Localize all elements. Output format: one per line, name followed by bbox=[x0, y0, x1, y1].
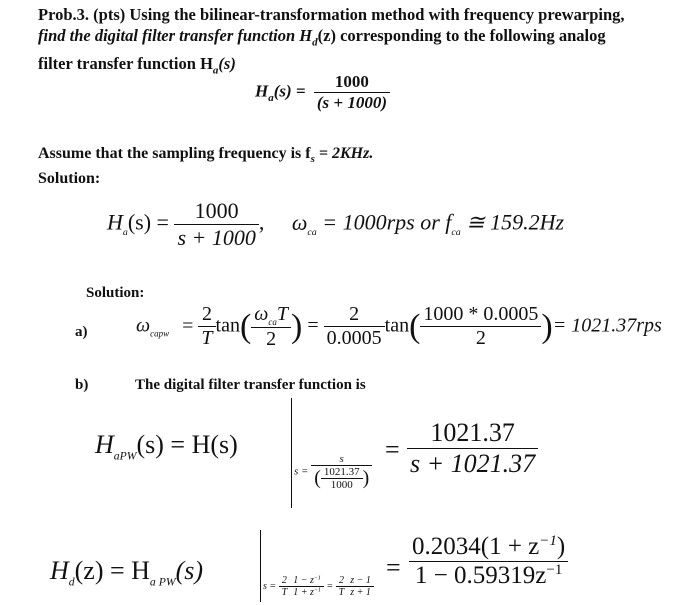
s-domain-result: $\frac{1021.37}{s + 1021.37}$ bbox=[407, 418, 538, 479]
substitution-2: s = $\frac{2}{T}$ $\frac{1 - z^{-1}}{1 + z^{-1}}$ = $\frac{2}{T}$ $\frac{z - 1}{z + 1}$ bbox=[263, 575, 374, 598]
assumption: Assume that the sampling frequency is $f_s = 2KHz$. Solution: bbox=[38, 145, 374, 188]
part-b-text: The digital filter transfer function is bbox=[135, 377, 366, 393]
equals-c: = bbox=[386, 553, 401, 582]
evaluation-bar-2 bbox=[260, 530, 261, 602]
solution-label-2: Solution: bbox=[86, 285, 145, 301]
equals-b: = bbox=[385, 435, 400, 464]
analog-equation: $H_a(s)$ = $\frac{1000}{s + 1000}$ , $\omega_{ca} = 1000rps$ or $f_{ca}$ ≅ 159.2Hz bbox=[107, 198, 565, 250]
s-domain-equation: $H_{aPW}(s) = H(s)$ bbox=[95, 430, 238, 463]
evaluation-bar-1 bbox=[291, 398, 292, 508]
part-a-label: a) bbox=[75, 324, 88, 340]
given-numerator: 1000 bbox=[334, 72, 369, 91]
prewarp-equation: $\omega_{capw}$ = $\frac{2}{T}$ tan( $\frac{\omega_{ca}T}{2}$ ) = $\frac{2}{0.0005}$ tan( $\frac{1000 * 0.0005}{2}$ )= 1021.37rps bbox=[136, 303, 662, 350]
z-domain-result: $\frac{0.2034(1 + z^{-1})}{1 - 0.59319z^{-1}}$ bbox=[409, 533, 568, 590]
solution-label-1: Solution: bbox=[38, 170, 101, 188]
problem-line-3: filter transfer function $H_a(s)$ bbox=[38, 54, 236, 77]
given-transfer-function: $H_a(s)$ = $\frac{1000}{(s + 1000)}$ bbox=[255, 72, 390, 113]
given-denominator: (s + 1000) bbox=[316, 93, 387, 112]
part-b-label: b) bbox=[75, 377, 89, 393]
problem-line-1: Prob.3. (pts) Using the bilinear-transformation method with frequency prewarping, bbox=[38, 5, 625, 24]
substitution-1: s = s ( $\frac{1021.37}{1000}$ ) bbox=[294, 453, 372, 491]
problem-line-2: find the digital filter transfer function $H_d(z)$ corresponding to the following analog bbox=[38, 26, 606, 49]
problem-statement bbox=[38, 4, 625, 82]
z-domain-equation: $H_d(z) = H_{a PW}(s)$ bbox=[50, 556, 203, 589]
